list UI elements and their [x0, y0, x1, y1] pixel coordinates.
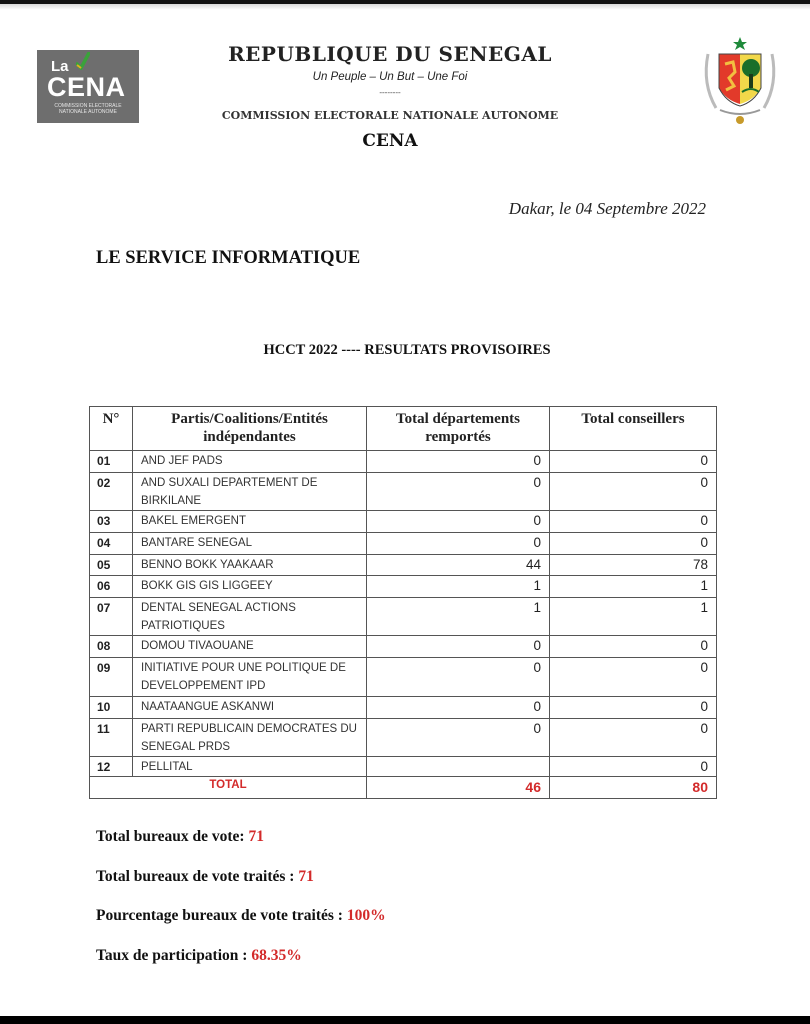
row-party: PELLITAL: [133, 757, 367, 777]
stat-pourcentage-traites: [96, 907, 386, 947]
row-number: 06: [90, 576, 133, 598]
stat-label: Pourcentage bureaux de vote traités :: [96, 907, 347, 924]
stat-value: 68.35%: [251, 946, 302, 964]
header-conseillers: Total conseillers: [550, 407, 717, 451]
row-number: 07: [90, 598, 133, 636]
row-departements: 0: [367, 473, 550, 511]
stat-label: Total bureaux de vote:: [96, 828, 249, 845]
row-conseillers: 0: [550, 697, 717, 719]
row-departements: 0: [367, 658, 550, 697]
stat-value: 71: [298, 867, 314, 885]
row-number: 12: [90, 757, 133, 777]
row-departements: 0: [367, 697, 550, 719]
service-heading: LE SERVICE INFORMATIQUE: [96, 248, 361, 268]
row-number: 10: [90, 697, 133, 719]
row-number: 08: [90, 636, 133, 658]
row-departements: 0: [367, 636, 550, 658]
row-conseillers: 1: [550, 576, 717, 598]
row-conseillers: 1: [550, 598, 717, 636]
row-conseillers: 0: [550, 451, 717, 473]
table-row: [90, 757, 717, 777]
row-party: BAKEL EMERGENT: [133, 511, 367, 533]
table-row: [90, 511, 717, 533]
row-departements: 0: [367, 451, 550, 473]
row-conseillers: 78: [550, 555, 717, 576]
row-number: 11: [90, 719, 133, 757]
row-conseillers: 0: [550, 636, 717, 658]
header-number: N°: [90, 407, 133, 451]
row-number: 02: [90, 473, 133, 511]
row-party: BENNO BOKK YAAKAAR: [133, 555, 367, 576]
row-conseillers: 0: [550, 719, 717, 757]
stat-label: Total bureaux de vote traités :: [96, 867, 299, 885]
row-conseillers: 0: [550, 473, 717, 511]
table-row: [90, 473, 717, 511]
table-row: [90, 658, 717, 697]
row-party: AND SUXALI DEPARTEMENT DE BIRKILANE: [133, 473, 367, 511]
logo-subtitle: COMMISSION ELECTORALE NATIONALE AUTONOME: [54, 103, 122, 115]
table-row: [90, 533, 717, 555]
row-party: NAATAANGUE ASKANWI: [133, 697, 367, 719]
row-number: 04: [90, 533, 133, 555]
row-number: 05: [90, 555, 133, 576]
row-conseillers: 0: [550, 757, 717, 777]
cena-logo: [37, 50, 139, 123]
stat-label: Taux de participation :: [96, 946, 252, 964]
row-departements: 1: [367, 576, 550, 598]
header-separator: --------: [379, 88, 401, 97]
logo-cena-text: CENA: [47, 72, 126, 102]
stat-bureaux-traites: [96, 868, 386, 908]
coat-of-arms-icon: [700, 34, 780, 128]
results-table: [89, 406, 717, 799]
table-row: [90, 576, 717, 598]
row-number: 09: [90, 658, 133, 697]
table-row: [90, 636, 717, 658]
row-number: 03: [90, 511, 133, 533]
row-departements: 0: [367, 533, 550, 555]
row-party: DENTAL SENEGAL ACTIONS PATRIOTIQUES: [133, 598, 367, 636]
national-motto: Un Peuple – Un But – Une Foi: [312, 71, 468, 83]
commission-name: COMMISSION ELECTORALE NATIONALE AUTONOME: [221, 109, 559, 122]
row-party: INITIATIVE POUR UNE POLITIQUE DE DEVELOPPEMENT IPD: [133, 658, 367, 697]
stat-taux-participation: [96, 947, 386, 987]
row-party: BOKK GIS GIS LIGGEEY: [133, 576, 367, 598]
row-party: PARTI REPUBLICAIN DEMOCRATES DU SENEGAL PRDS: [133, 719, 367, 757]
bottom-bar: [0, 1016, 810, 1024]
date-line: Dakar, le 04 Septembre 2022: [508, 199, 706, 218]
row-departements: 0: [367, 719, 550, 757]
table-row: [90, 555, 717, 576]
row-conseillers: 0: [550, 658, 717, 697]
row-departements: [367, 757, 550, 777]
total-conseillers: 80: [550, 777, 717, 799]
header-departements: Total départements remportés: [367, 407, 550, 451]
checkmark-icon: [76, 52, 90, 70]
table-row: [90, 697, 717, 719]
stat-value: 100%: [346, 907, 386, 924]
logo-la-text: La: [51, 58, 69, 75]
stat-total-bureaux: [96, 828, 386, 868]
row-party: BANTARE SENEGAL: [133, 533, 367, 555]
republic-title: REPUBLIQUE DU SENEGAL: [228, 42, 552, 66]
commission-acronym: CENA: [362, 131, 418, 151]
document-title: HCCT 2022 ---- RESULTATS PROVISOIRES: [263, 342, 551, 358]
row-departements: 0: [367, 511, 550, 533]
row-conseillers: 0: [550, 511, 717, 533]
row-party: DOMOU TIVAOUANE: [133, 636, 367, 658]
row-party: AND JEF PADS: [133, 451, 367, 473]
table-row: [90, 598, 717, 636]
stat-value: 71: [248, 828, 264, 845]
row-departements: 44: [367, 555, 550, 576]
table-header-row: [90, 407, 717, 451]
table-total-row: [90, 777, 717, 799]
top-shadow: [0, 4, 810, 10]
row-number: 01: [90, 451, 133, 473]
table-row: [90, 451, 717, 473]
table-row: [90, 719, 717, 757]
row-departements: 1: [367, 598, 550, 636]
total-departements: 46: [367, 777, 550, 799]
summary-stats: [96, 828, 386, 986]
row-conseillers: 0: [550, 533, 717, 555]
header-party: Partis/Coalitions/Entités indépendantes: [133, 407, 367, 451]
total-label: TOTAL: [90, 777, 367, 799]
